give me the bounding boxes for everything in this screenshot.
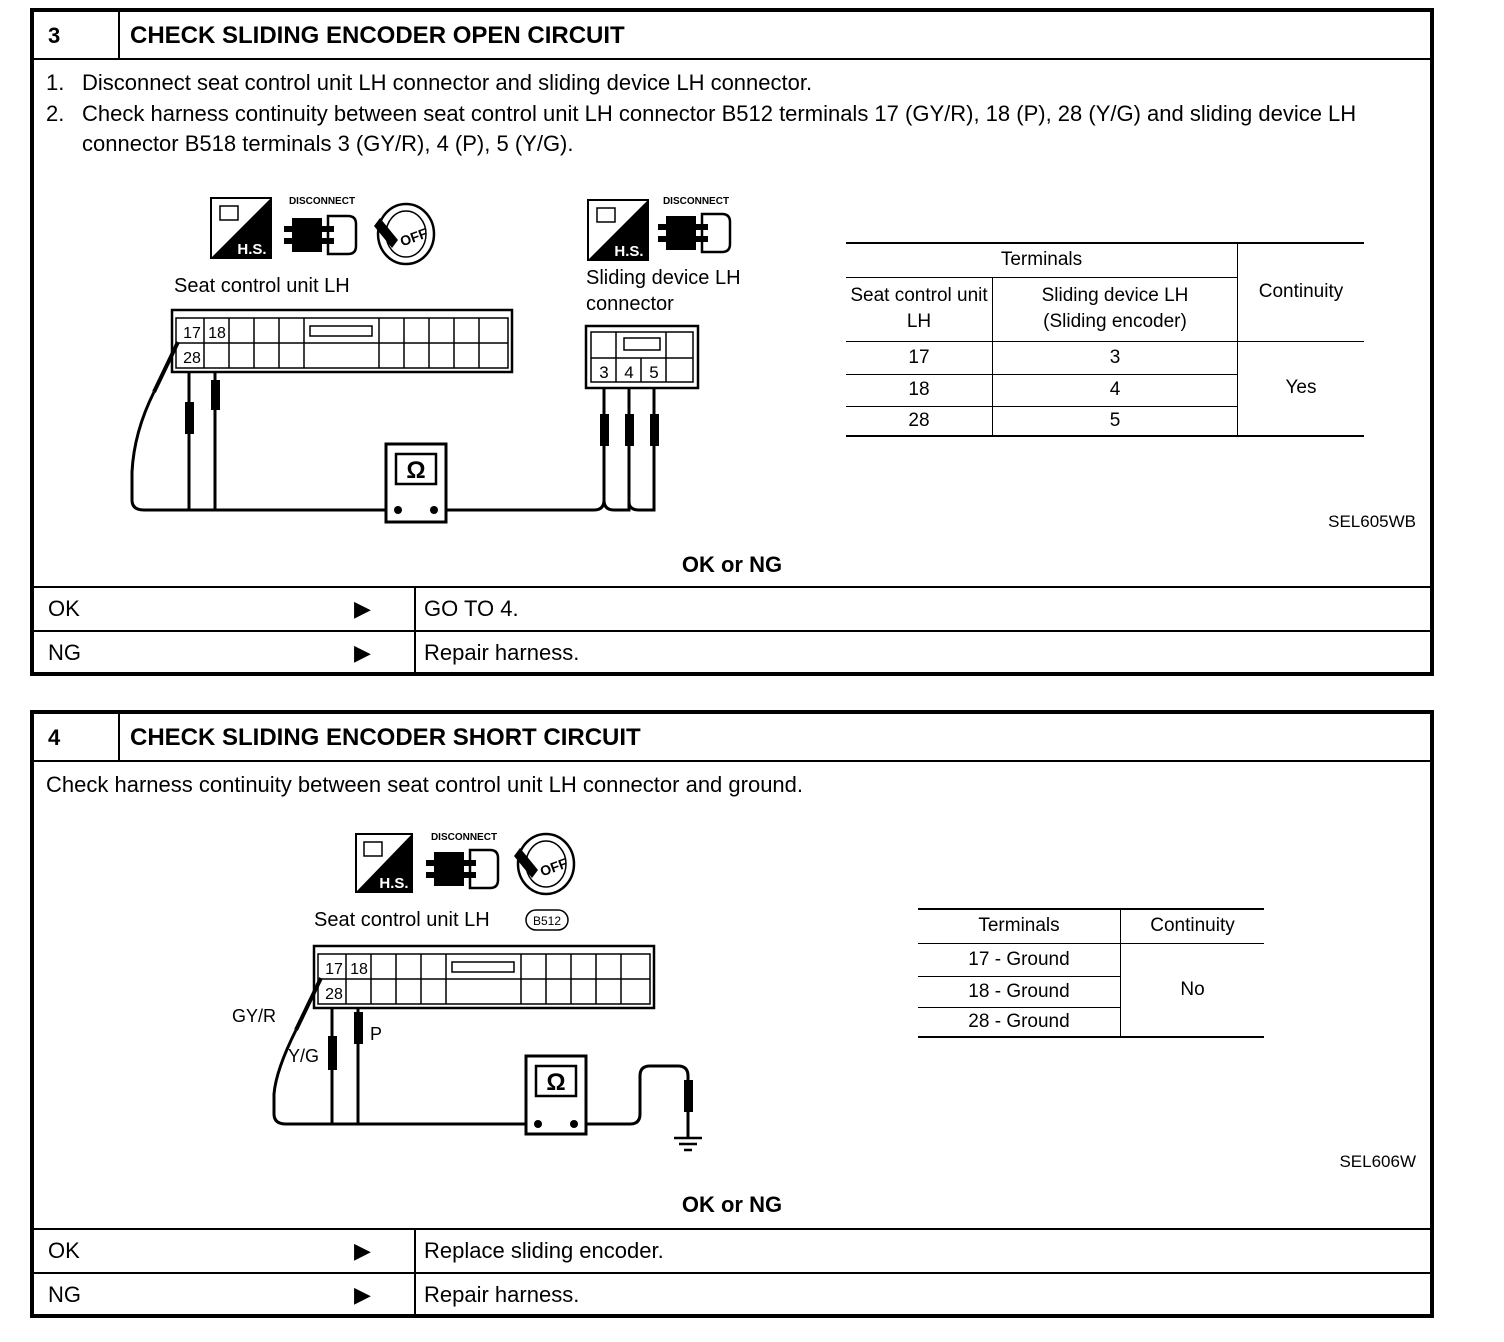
figure-reference: SEL605WB bbox=[1328, 512, 1416, 531]
step-4-title: CHECK SLIDING ENCODER SHORT CIRCUIT bbox=[130, 724, 641, 751]
ignition-off-icon bbox=[374, 204, 434, 264]
ignition-off-label: OFF bbox=[537, 854, 570, 880]
sliding-probes bbox=[600, 388, 659, 502]
arrow-right-icon: ▶ bbox=[354, 596, 371, 621]
sliding-device-label-2: connector bbox=[586, 293, 674, 315]
step-3-number: 3 bbox=[34, 12, 120, 58]
outcome-label: NG bbox=[48, 640, 81, 665]
step-4-number: 4 bbox=[34, 714, 120, 760]
outcome-label: OK bbox=[48, 596, 80, 621]
disconnect-icon-label: DISCONNECT bbox=[288, 196, 356, 207]
hs-icon-label: H.S. bbox=[614, 243, 644, 260]
sliding-device-label: Sliding device LH bbox=[586, 267, 741, 289]
disconnect-icon-label: DISCONNECT bbox=[430, 832, 498, 843]
terminals-header: Terminals bbox=[846, 243, 1238, 277]
step-4-continuity-table bbox=[918, 908, 1264, 1038]
continuity-header: Continuity bbox=[1238, 243, 1365, 341]
pin-5-label: 5 bbox=[649, 363, 659, 382]
arrow-right-icon: ▶ bbox=[354, 1282, 371, 1307]
sliding-device-header: Sliding device LH (Sliding encoder) bbox=[993, 277, 1238, 341]
ohmmeter bbox=[386, 444, 446, 522]
table-cell: 17 bbox=[846, 341, 993, 374]
pin-17-label: 17 bbox=[183, 325, 201, 342]
outcome-ok-row bbox=[34, 586, 1430, 632]
hs-icon bbox=[588, 200, 648, 260]
pin-28-label: 28 bbox=[325, 986, 343, 1003]
hs-icon bbox=[211, 198, 271, 258]
outcome-label: NG bbox=[48, 1282, 81, 1307]
ok-ng-label: OK or NG bbox=[681, 552, 783, 577]
outcome-ng-row bbox=[34, 1272, 1430, 1318]
step-4-instruction bbox=[46, 770, 803, 800]
instruction-text: Disconnect seat control unit LH connector and sliding device LH connector. bbox=[82, 70, 813, 95]
instruction-number: 1. bbox=[46, 70, 65, 95]
step-4-header bbox=[34, 714, 1430, 762]
disconnect-icon bbox=[658, 196, 730, 252]
outcome-label: OK bbox=[48, 1238, 80, 1263]
table-cell: 3 bbox=[993, 341, 1238, 374]
instruction-text: Check harness continuity between seat control unit LH connector B512 terminals 17 (GY/R), 18 (P), 28 (Y/G) and sliding device LH connector B518 terminals 3 (GY/R), 4 (P), 5 (Y/G). bbox=[82, 101, 1357, 156]
pin-28-label: 28 bbox=[183, 350, 201, 367]
seat-control-unit-label: Seat control unit LH bbox=[314, 909, 490, 931]
instruction-text: Check harness continuity between seat control unit LH connector and ground. bbox=[46, 772, 804, 797]
table-cell: 4 bbox=[993, 374, 1238, 406]
terminals-header: Terminals bbox=[918, 909, 1121, 943]
seat-connector bbox=[172, 310, 512, 372]
arrow-right-icon: ▶ bbox=[354, 640, 371, 665]
wire-color-gyr: GY/R bbox=[232, 1006, 277, 1026]
disconnect-icon-label: DISCONNECT bbox=[662, 196, 730, 207]
hs-icon-label: H.S. bbox=[237, 241, 267, 258]
connector-badge bbox=[526, 910, 568, 930]
sliding-connector bbox=[586, 326, 698, 388]
disconnect-icon bbox=[426, 832, 498, 888]
pin-18-label: 18 bbox=[208, 325, 226, 342]
table-cell: 18 bbox=[846, 374, 993, 406]
figure-reference: SEL606W bbox=[1339, 1152, 1416, 1171]
seat-connector bbox=[314, 946, 654, 1008]
outcome-ok-row bbox=[34, 1228, 1430, 1274]
ignition-off-icon bbox=[514, 834, 574, 894]
continuity-result: Yes bbox=[1238, 341, 1365, 436]
table-cell: 18 - Ground bbox=[918, 976, 1121, 1007]
table-cell: 5 bbox=[993, 406, 1238, 436]
ground-icon bbox=[674, 1080, 702, 1150]
pin-4-label: 4 bbox=[624, 363, 634, 382]
step-3-header bbox=[34, 12, 1430, 60]
wire-color-p: P bbox=[370, 1024, 383, 1044]
table-cell: 28 bbox=[846, 406, 993, 436]
connector-badge-label: B512 bbox=[532, 914, 562, 928]
pin-18-label: 18 bbox=[350, 961, 368, 978]
pin-3-label: 3 bbox=[599, 363, 609, 382]
step-3-title: CHECK SLIDING ENCODER OPEN CIRCUIT bbox=[130, 22, 625, 49]
disconnect-icon bbox=[284, 196, 356, 254]
outcome-action: Replace sliding encoder. bbox=[424, 1238, 664, 1263]
step-3-continuity-table bbox=[846, 242, 1364, 437]
outcome-action: Repair harness. bbox=[424, 640, 580, 665]
ohm-symbol: Ω bbox=[406, 457, 426, 484]
seat-unit-header: Seat control unit LH bbox=[846, 277, 993, 341]
ignition-off-label: OFF bbox=[397, 224, 430, 250]
hs-icon bbox=[356, 834, 412, 892]
ok-ng-label: OK or NG bbox=[681, 1192, 783, 1217]
seat-control-unit-label: Seat control unit LH bbox=[174, 275, 350, 297]
instruction-number: 2. bbox=[46, 101, 65, 126]
outcome-ng-row bbox=[34, 630, 1430, 676]
step-3-box bbox=[30, 8, 1434, 676]
arrow-right-icon: ▶ bbox=[354, 1238, 371, 1263]
hs-icon-label: H.S. bbox=[379, 875, 409, 892]
continuity-result: No bbox=[1121, 943, 1265, 1037]
ohm-symbol: Ω bbox=[546, 1069, 566, 1096]
ohmmeter bbox=[526, 1056, 586, 1134]
outcome-action: Repair harness. bbox=[424, 1282, 580, 1307]
continuity-header: Continuity bbox=[1121, 909, 1265, 943]
step-4-box bbox=[30, 710, 1434, 1318]
table-cell: 17 - Ground bbox=[918, 943, 1121, 976]
pin-17-label: 17 bbox=[325, 961, 343, 978]
table-cell: 28 - Ground bbox=[918, 1007, 1121, 1037]
outcome-action: GO TO 4. bbox=[424, 596, 519, 621]
wire-color-yg: Y/G bbox=[288, 1046, 320, 1066]
